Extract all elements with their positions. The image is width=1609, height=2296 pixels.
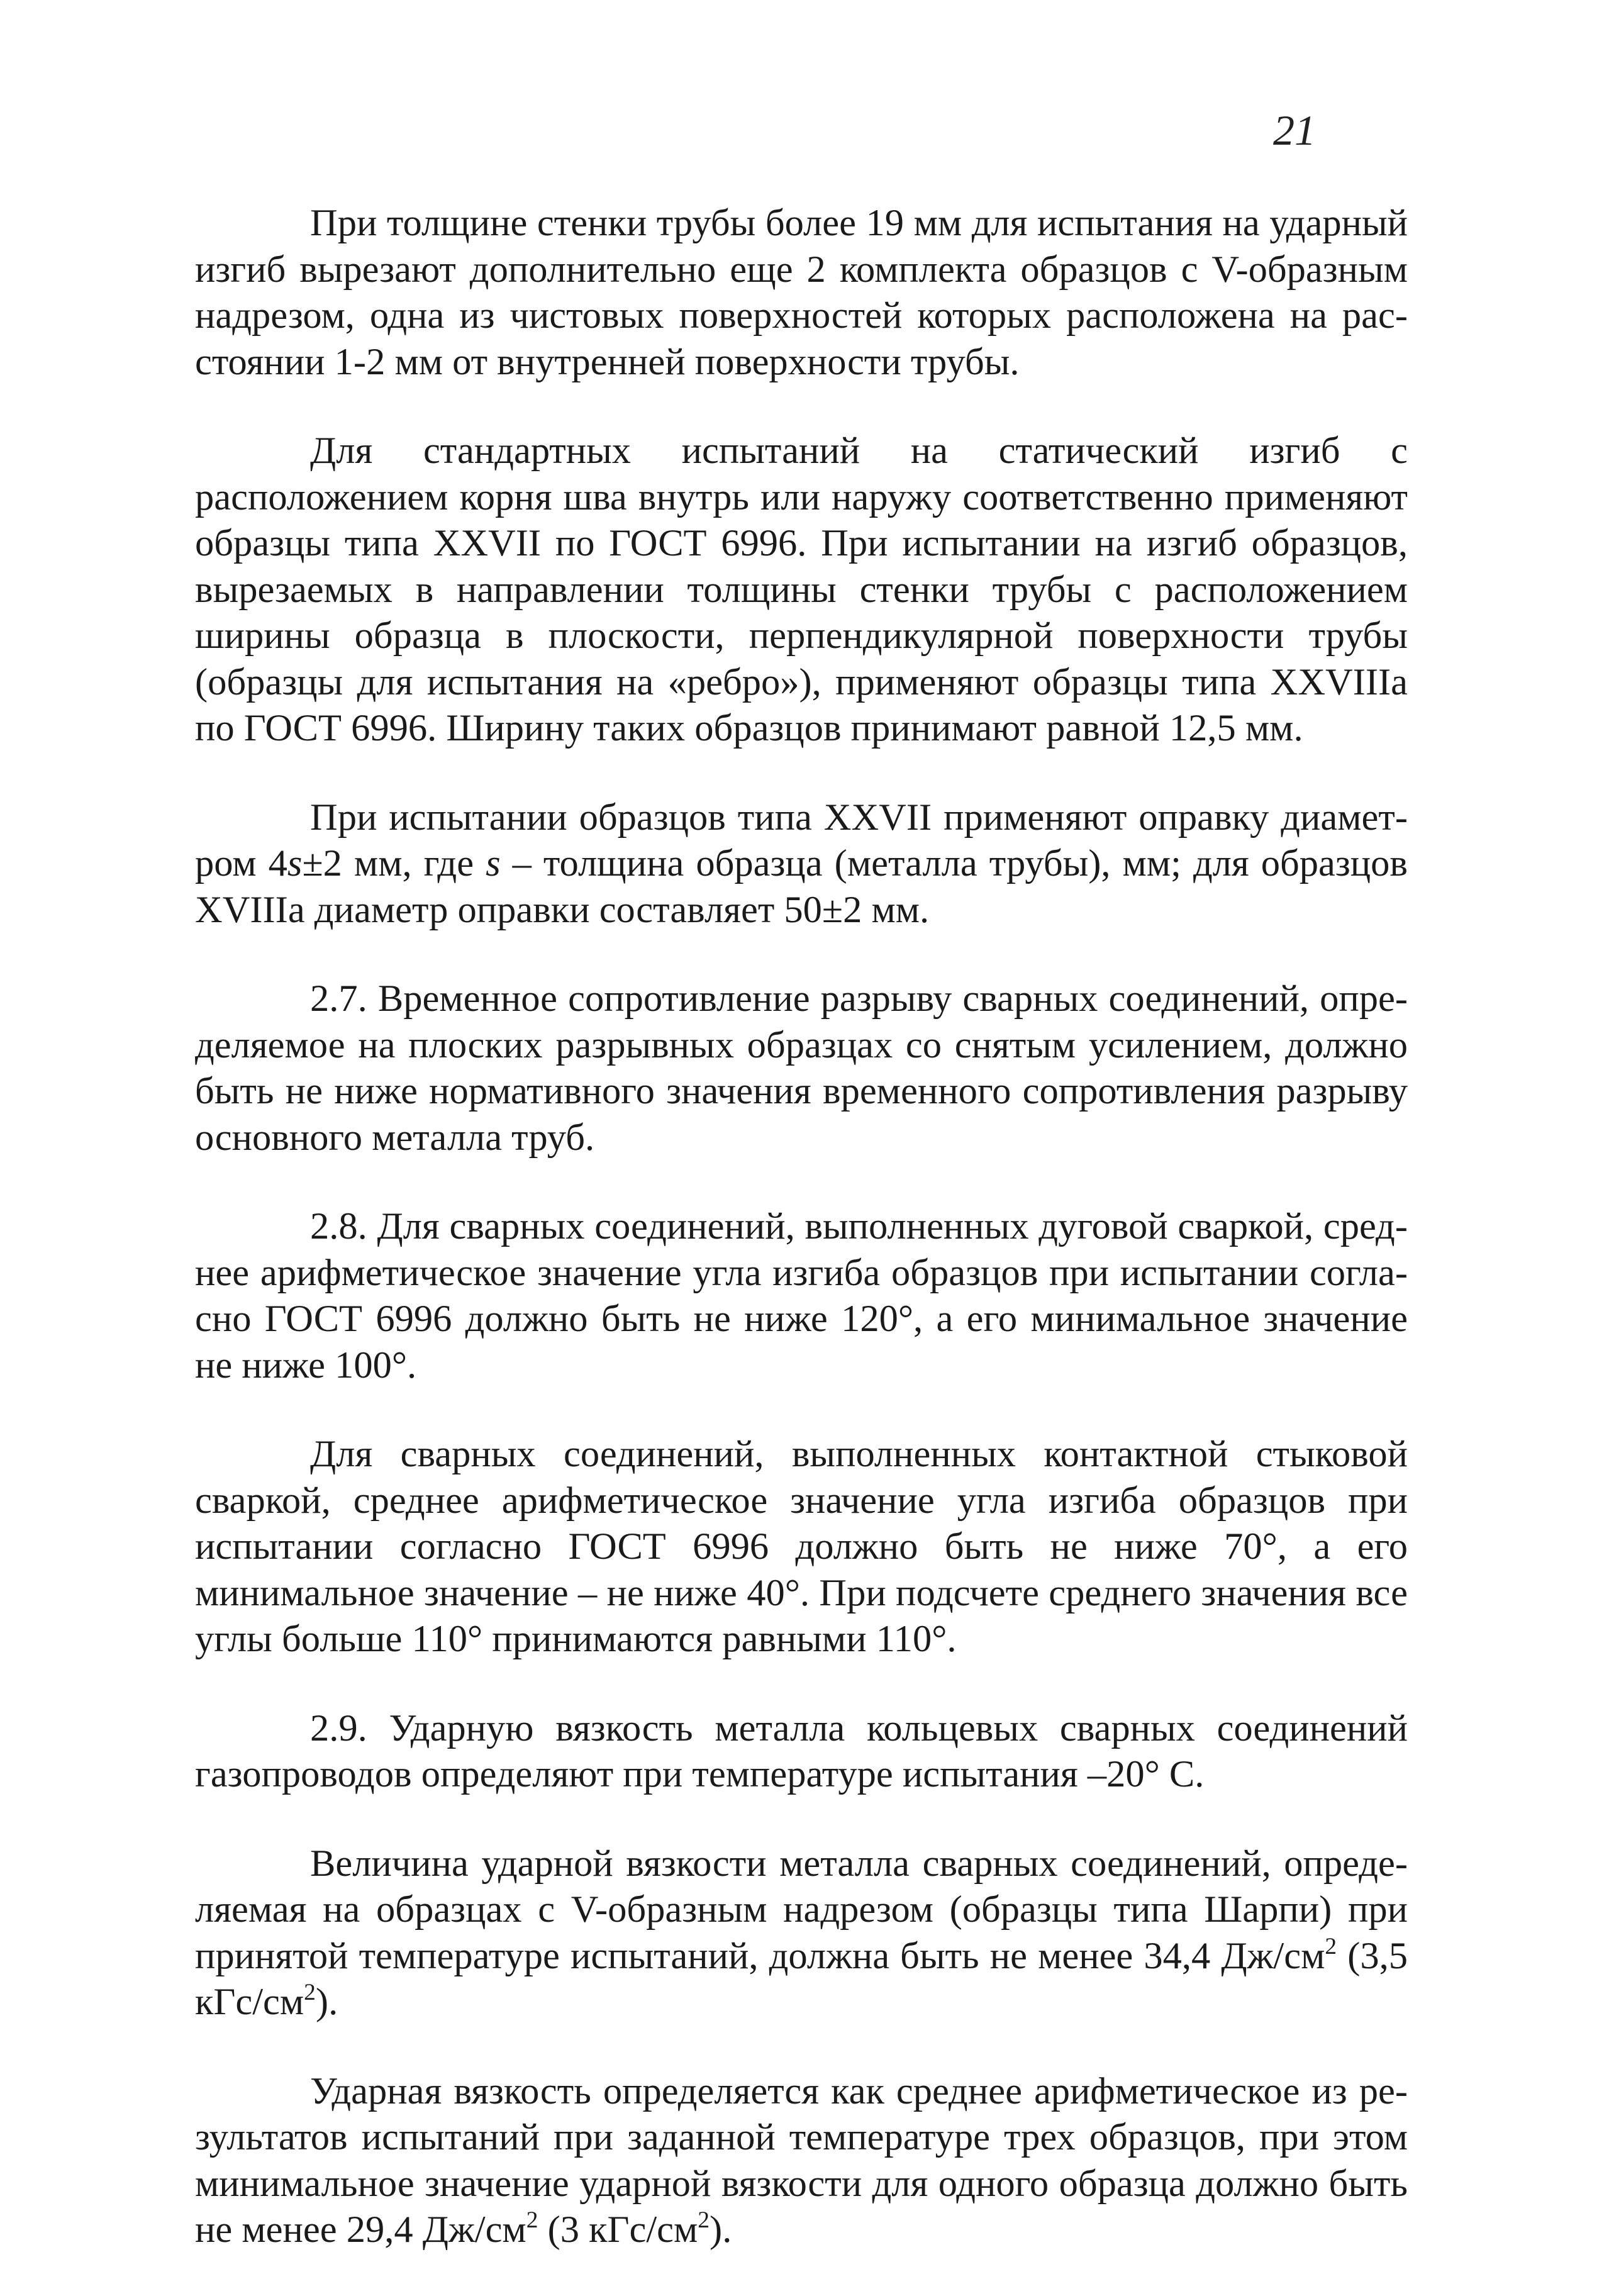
text-run: Ударная вязкость определяется как среднее арифметическое из результатов испытаний при заданной температуре трех образцов, при этом минимальное значение ударной вязкости для одного образца должно быть не менее 29,4 Дж/см: [195, 2070, 1408, 2251]
paragraph-2-7-tensile-strength: 2.7. Временное сопротивление разрыву сварных соединений, определяемое на плоских разрывных образцах со снятым усилением, должно быть не ниже нормативного значения временного сопротивления разрыву основного металла труб.: [195, 978, 1408, 1159]
page-number: 21: [1273, 106, 1316, 154]
text-run: ).: [315, 1981, 338, 2023]
paragraph-impact-average: [195, 2068, 1408, 2253]
superscript: 2: [1325, 1933, 1337, 1959]
paragraph-mandrel-diameter: [195, 794, 1408, 933]
paragraph-charpy-value: [195, 1841, 1408, 2026]
text-run: (3 кГс/см: [538, 2209, 698, 2251]
paragraph-2-9-impact-toughness: 2.9. Ударную вязкость металла кольцевых сварных соединений газопроводов определяют при температуре испытания –20° С.: [195, 1707, 1408, 1795]
text-run: ±2 мм, где: [302, 842, 486, 884]
text-run: Величина ударной вязкости металла сварных соединений, определяемая на образцах с V-образным надрезом (образцы типа Шарпи) при принятой температуре испытаний, должна быть не менее 34,4 Дж/см: [195, 1842, 1408, 1977]
paragraph-static-bend-specimens: Для стандартных испытаний на статический изгиб с расположением корня шва внутрь или наружу соответственно применяют образцы типа XXVII по ГОСТ 6996. При испытании на изгиб образцов, вырезаемых в направлении толщины стенки трубы с расположением ширины образца в плоскости, перпендикулярной поверхности трубы (образцы для испытания на «ребро»), применяют образцы типа XXVIIIa по ГОСТ 6996. Ширину таких образцов принимают равной 12,5 мм.: [195, 430, 1408, 749]
document-body: [195, 200, 1408, 2296]
text-run: – толщина образца (металла трубы), мм; для образцов XVIIIa диаметр оправки составляет 50±2 мм.: [195, 842, 1408, 931]
paragraph-wall-thickness: При толщине стенки трубы более 19 мм для испытания на ударный изгиб вырезают дополнительно еще 2 комплекта образцов с V-образным надрезом, одна из чистовых поверхностей которых расположена на расстоянии 1-2 мм от внутренней поверхности трубы.: [195, 202, 1408, 383]
superscript: 2: [526, 2207, 538, 2233]
text-run: При испытании образцов типа XXVII применяют оправку диаметром 4: [195, 796, 1408, 884]
variable-s: s: [486, 842, 501, 884]
text-run: (3,5 кГс/см: [195, 1934, 1408, 2023]
paragraph-bend-angle-contact: Для сварных соединений, выполненных контактной стыковой сваркой, среднее арифметическое значение угла изгиба образцов при испытании согласно ГОСТ 6996 должно быть не ниже 70°, а его минимальное значение – не ниже 40°. При подсчете среднего значения все углы больше 110° принимаются равными 110°.: [195, 1433, 1408, 1660]
variable-s: s: [287, 842, 303, 884]
superscript: 2: [304, 1979, 316, 2005]
text-run: ).: [710, 2209, 732, 2251]
superscript: 2: [698, 2207, 710, 2233]
paragraph-2-8-bend-angle-arc: 2.8. Для сварных соединений, выполненных дуговой сваркой, среднее арифметическое значение угла изгиба образцов при испытании согласно ГОСТ 6996 должно быть не ниже 120°, а его минимальное значение не ниже 100°.: [195, 1205, 1408, 1386]
